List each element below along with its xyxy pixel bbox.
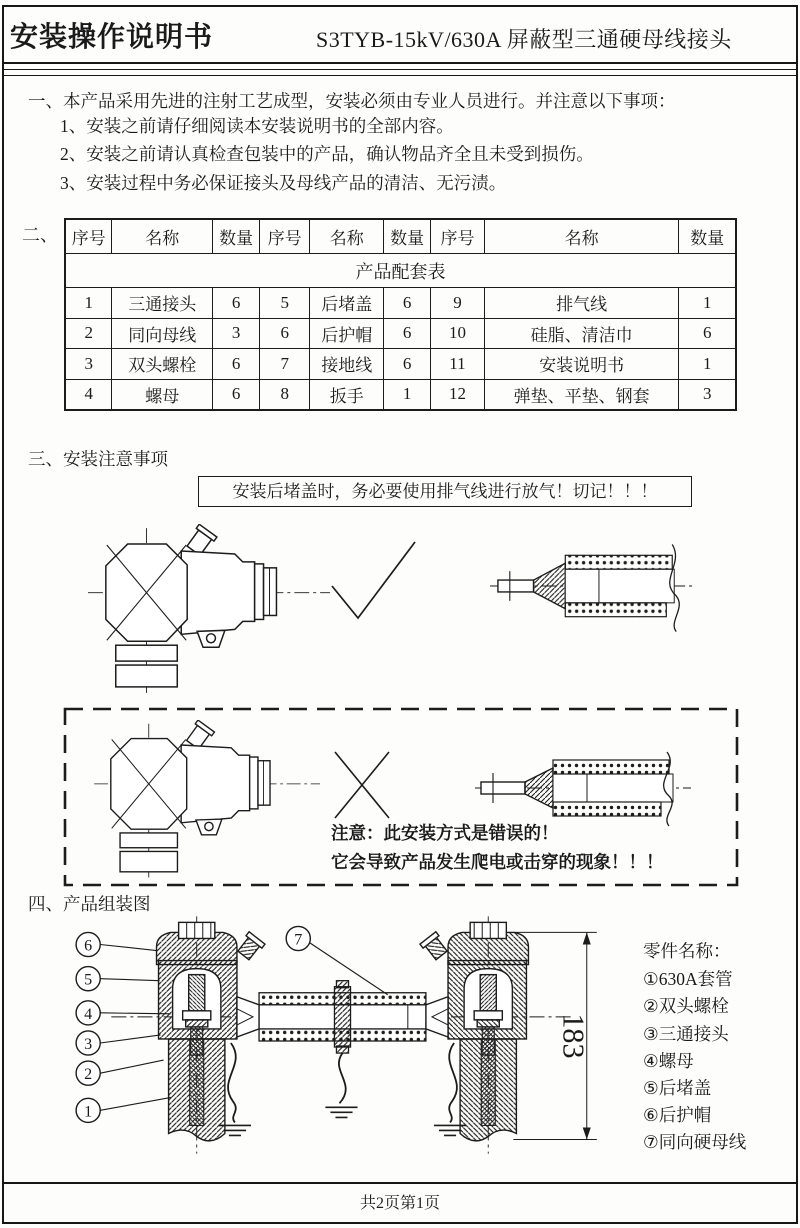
part-item: ⑥后护帽	[643, 1105, 712, 1126]
busbar-end-drawing-wrong	[474, 748, 706, 828]
doc-type-title: 安装操作说明书	[10, 22, 214, 53]
callout-6: 6	[84, 937, 93, 955]
footer-separator	[2, 1182, 798, 1184]
table-cell: 6	[260, 318, 310, 349]
x-mark-icon	[330, 748, 394, 822]
table-cell: 弹垫、平垫、钢套	[484, 379, 679, 410]
part-item: ①630A套管	[643, 969, 733, 990]
table-cell: 接地线	[310, 349, 384, 380]
page-number: 共2页第1页	[359, 1195, 440, 1212]
section1-heading: 一、本产品采用先进的注射工艺成型，安装必须由专业人员进行。并注意以下事项：	[28, 91, 676, 111]
table-cell: 1	[65, 288, 112, 319]
section1-item: 1、安装之前请仔细阅读本安装说明书的全部内容。	[60, 116, 454, 136]
table-row	[65, 288, 736, 319]
table-col-header: 序号	[431, 219, 485, 254]
table-cell: 硅脂、清洁巾	[484, 318, 679, 349]
table-col-header: 数量	[384, 219, 431, 254]
table-cell: 2	[65, 318, 112, 349]
table-cell: 10	[431, 318, 485, 349]
header-separator	[2, 62, 798, 64]
table-cell: 6	[213, 349, 260, 380]
table-cell: 安装说明书	[484, 349, 679, 380]
callout-5: 5	[84, 971, 93, 989]
table-cell: 5	[260, 288, 310, 319]
table-cell: 1	[384, 379, 431, 410]
callout-7: 7	[294, 931, 303, 949]
table-cell: 11	[431, 349, 485, 380]
table-cell: 3	[213, 318, 260, 349]
assembly-diagram	[56, 916, 634, 1168]
section3-heading: 三、安装注意事项	[28, 449, 168, 469]
table-cell: 6	[213, 379, 260, 410]
table-cell: 1	[679, 288, 736, 319]
table-cell: 6	[384, 349, 431, 380]
tee-connector-drawing-wrong	[92, 720, 324, 882]
table-col-header: 名称	[310, 219, 384, 254]
checkmark-icon	[328, 538, 420, 624]
section1-item: 3、安装过程中务必保证接头及母线产品的清洁、无污渍。	[60, 172, 507, 193]
table-cell: 6	[213, 288, 260, 319]
table-cell: 7	[260, 349, 310, 380]
section1-items	[60, 112, 594, 197]
table-row	[65, 349, 736, 380]
table-title: 产品配套表	[65, 254, 736, 288]
table-cell: 后堵盖	[310, 288, 384, 319]
table-cell: 后护帽	[310, 318, 384, 349]
table-col-header: 名称	[112, 219, 213, 254]
double-rule	[2, 69, 798, 76]
callout-3: 3	[84, 1036, 93, 1054]
table-cell: 3	[65, 349, 112, 380]
table-cell: 12	[431, 379, 485, 410]
section1-item: 2、安装之前请认真检查包装中的产品，确认物品齐全且未受到损伤。	[60, 144, 594, 165]
table-cell: 6	[679, 318, 736, 349]
parts-list-title: 零件名称：	[643, 941, 731, 961]
table-cell: 双头螺栓	[112, 349, 213, 380]
table-cell: 同向母线	[112, 318, 213, 349]
table-cell: 6	[384, 288, 431, 319]
callout-1: 1	[84, 1103, 93, 1121]
section4-heading: 四、产品组装图	[28, 894, 151, 914]
parts-name-list	[643, 938, 746, 1157]
dimension-label: 183	[556, 1013, 591, 1059]
table-cell: 螺母	[112, 379, 213, 410]
table-header-row	[65, 219, 736, 254]
part-item: ⑤后堵盖	[643, 1078, 712, 1099]
callout-4: 4	[84, 1005, 93, 1023]
table-cell: 6	[384, 318, 431, 349]
wrong-note-line2: 它会导致产品发生爬电或击穿的现象！！！	[331, 852, 664, 872]
table-cell: 4	[65, 379, 112, 410]
table-row	[65, 318, 736, 349]
part-item: ②双头螺栓	[643, 996, 729, 1017]
busbar-end-drawing-correct	[490, 538, 698, 634]
parts-table	[64, 218, 737, 411]
part-item: ③三通接头	[643, 1023, 729, 1044]
table-col-header: 数量	[679, 219, 736, 254]
table-cell: 3	[679, 379, 736, 410]
warning-box: 安装后堵盖时，务必要使用排气线进行放气！切记！！！	[198, 476, 692, 507]
table-cell: 排气线	[484, 288, 679, 319]
table-row	[65, 379, 736, 410]
product-title: S3TYB-15kV/630A 屏蔽型三通硬母线接头	[316, 27, 732, 52]
table-cell: 1	[679, 349, 736, 380]
table-cell: 三通接头	[112, 288, 213, 319]
table-col-header: 数量	[213, 219, 260, 254]
table-cell: 9	[431, 288, 485, 319]
table-col-header: 名称	[484, 219, 679, 254]
tee-connector-drawing-correct	[86, 524, 334, 698]
table-cell: 8	[260, 379, 310, 410]
part-item: ④螺母	[643, 1050, 694, 1071]
table-cell: 扳手	[310, 379, 384, 410]
section2-label: 二、	[22, 225, 58, 245]
callout-2: 2	[84, 1066, 93, 1084]
table-title-row	[65, 254, 736, 288]
wrong-note-line1: 注意：此安装方式是错误的！	[331, 823, 559, 843]
part-item: ⑦同向硬母线	[643, 1132, 747, 1153]
table-col-header: 序号	[65, 219, 112, 254]
table-col-header: 序号	[260, 219, 310, 254]
